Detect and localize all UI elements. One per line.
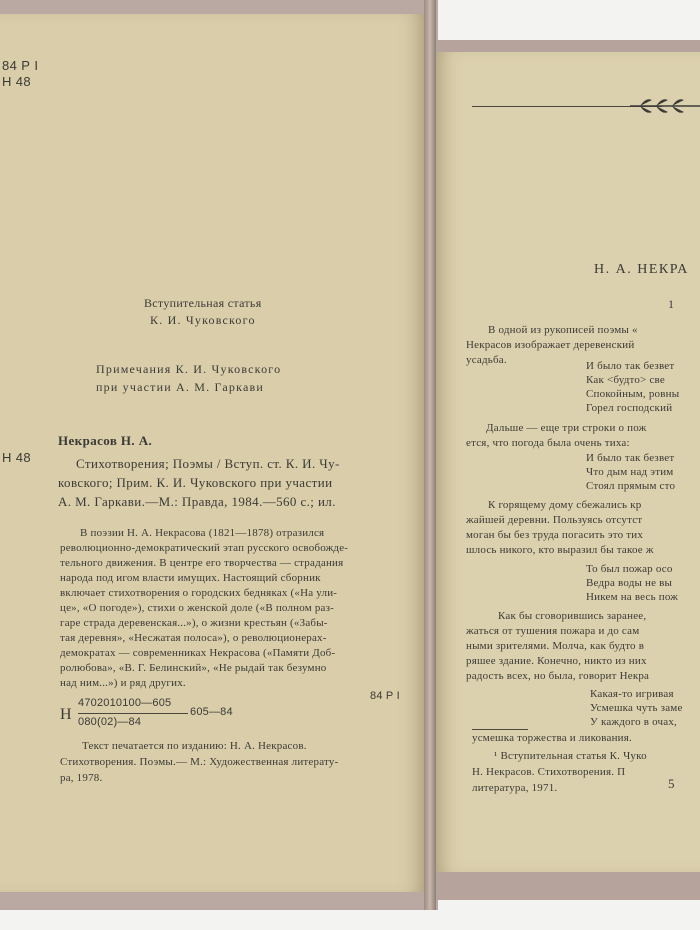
verse-line: Что дым над этим xyxy=(586,466,674,478)
annotation-line: народа под игом власти имущих. Настоящий сборник xyxy=(60,572,321,584)
corner-code-2: Н 48 xyxy=(2,74,32,89)
biblio-line: А. М. Гаркави.—М.: Правда, 1984.—560 с.; ил. xyxy=(58,494,336,509)
verse-line: У каждого в очах, xyxy=(590,716,678,728)
annotation-line: це», «О погоде»), стихи о женской доле («В полном раз- xyxy=(60,602,335,614)
text-line: Дальше — еще три строки о пож xyxy=(486,422,647,434)
text-line: Как бы сговорившись заранее, xyxy=(498,610,647,622)
corner-code-1: 84 Р I xyxy=(2,58,39,73)
text-line: моган бы без труда погасить это тих xyxy=(466,529,644,541)
running-head: Н. А. НЕКРА xyxy=(594,262,689,277)
left-page xyxy=(0,14,426,892)
biblio-line: Стихотворения; Поэмы / Вступ. ст. К. И. Чу- xyxy=(76,456,340,471)
verse-line: Какая-то игривая xyxy=(590,688,674,700)
annotation-line: ролюбова», «В. Г. Белинский», «Не рыдай так безумно xyxy=(60,662,327,674)
closing-line: усмешка торжества и ликования. xyxy=(472,732,632,744)
text-line: ется, что погода была очень тиха: xyxy=(466,437,630,449)
source-line: Стихотворения. Поэмы.— М.: Художественная литерату- xyxy=(60,756,339,768)
source-line: Текст печатается по изданию: Н. А. Некрасов. xyxy=(82,740,307,752)
annotation-line: гаре страда деревенская...»), о жизни крестьян («Забы- xyxy=(60,617,328,629)
text-line: шлось никого, кто выразил бы такое ж xyxy=(466,544,654,556)
annotation-line: В поэзии Н. А. Некрасова (1821—1878) отразился xyxy=(80,527,325,539)
section-number: 1 xyxy=(668,297,675,311)
source-line: ра, 1978. xyxy=(60,772,103,784)
verse-line: Никем на весь пож xyxy=(586,591,679,603)
verse-line: Как <будто> све xyxy=(586,374,665,386)
verse-line: То был пожар осо xyxy=(586,563,673,575)
annotation-line: над ним...») и ряд других. xyxy=(60,677,186,689)
biblio-author: Некрасов Н. А. xyxy=(58,433,153,448)
annotation-line: революционно-демократический этап русского освобожде- xyxy=(60,542,349,554)
index-bottom: 080(02)—84 xyxy=(78,716,142,728)
index-class: 84 Р I xyxy=(370,690,400,702)
text-line: радость всех, но была, говорит Некра xyxy=(466,670,650,682)
verse-line: Стоял прямым сто xyxy=(586,480,676,492)
text-line: К горящему дому сбежались кр xyxy=(488,499,642,511)
biblio-line: ковского; Прим. К. И. Чуковского при участии xyxy=(58,475,333,490)
index-fraction-line xyxy=(78,713,188,714)
verse-line: Усмешка чуть заме xyxy=(590,702,683,714)
annotation-line: тельного движения. В центре его творчества — страдания xyxy=(60,557,344,569)
annotation-line: включает стихотворения о городских бедняках («На ули- xyxy=(60,587,338,599)
notes-line-2: при участии А. М. Гаркави xyxy=(96,380,264,394)
annotation-line: демократах — современниках Некрасова («Памяти Доб- xyxy=(60,647,336,659)
index-code: 605—84 xyxy=(190,706,233,718)
verse-line: Ведра воды не вы xyxy=(586,577,673,589)
book-gutter xyxy=(424,0,436,910)
text-line: Некрасов изображает деревенский xyxy=(466,339,635,351)
verse-line: И было так безвет xyxy=(586,452,675,464)
notes-line-1: Примечания К. И. Чуковского xyxy=(96,362,282,376)
page-number: 5 xyxy=(668,776,675,791)
intro-author: К. И. Чуковского xyxy=(150,313,256,327)
text-line: ными зрителями. Молча, как будто в xyxy=(466,640,645,652)
margin-code: Н 48 xyxy=(2,450,32,465)
text-line: жайшей деревни. Пользуясь отсутст xyxy=(466,514,643,526)
text-line: жаться от тушения пожара и до сам xyxy=(466,625,640,637)
footnote-line: ¹ Вступительная статья К. Чуко xyxy=(494,750,647,762)
annotation-line: тая деревня», «Несжатая полоса»), о революционерах- xyxy=(60,632,327,644)
right-page xyxy=(436,52,700,872)
text-line: усадьба. xyxy=(466,354,507,366)
footnote-separator xyxy=(472,729,528,730)
footnote-line: литература, 1971. xyxy=(472,782,558,794)
footnote-line: Н. Некрасов. Стихотворения. П xyxy=(472,766,626,778)
verse-line: Горел господский xyxy=(586,402,673,414)
index-top: 4702010100—605 xyxy=(78,697,172,709)
text-line: ряшее здание. Конечно, никто из них xyxy=(466,655,647,667)
verse-line: Спокойным, ровны xyxy=(586,388,680,400)
text-line: В одной из рукописей поэмы « xyxy=(488,324,638,336)
intro-label: Вступительная статья xyxy=(144,296,262,310)
verse-line: И было так безвет xyxy=(586,360,675,372)
index-letter: Н xyxy=(60,706,72,723)
laurel-ornament-icon xyxy=(628,88,700,122)
